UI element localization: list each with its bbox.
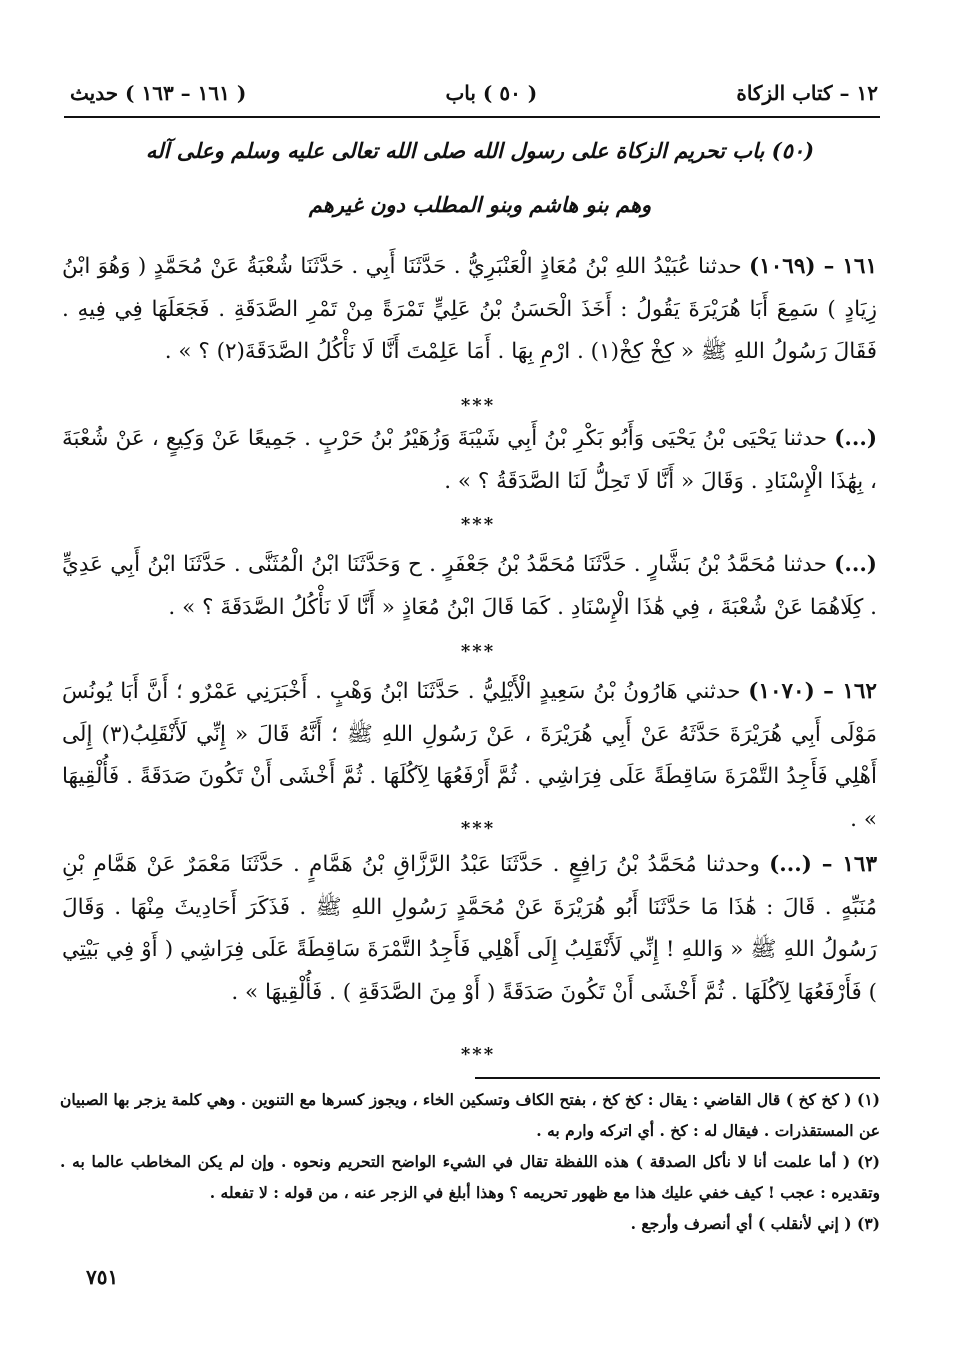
hadith-text: وحدثنا مُحَمَّدُ بْنُ رَافِعٍ . حَدَّثَنَا عَبْدُ الرَّزَّاقِ بْنُ هَمَّامٍ . حَدَّثَنَا مَعْمَرٌ عَنْ هَمَّامِ بْنِ مُنَبِّهٍ . قَالَ : هَٰذَا مَا حَدَّثَنَا أَبُو هُرَيْرَةَ عَنْ مُحَمَّدٍ رَسُولِ اللهِ ﷺ . فَذَكَرَ أَحَادِيثَ مِنْهَا . وَقَالَ رَسُولُ اللهِ ﷺ « وَاللهِ ! إِنِّي لَأَنْقَلِبُ إِلَى أَهْلِي فَأَجِدُ التَّمْرَةَ سَاقِطَةً عَلَى فِرَاشِي ( أَوْ فِي بَيْتِي ) فَأَرْفَعُهَا لِآكُلَهَا . ثُمَّ أَخْشَى أَنْ تَكُونَ صَدَقَةً ( أَوْ مِنَ الصَّدَقَةِ ) . فَأُلْقِيهَا » .	[62, 852, 877, 1005]
footnotes	[60, 1084, 880, 1239]
hadith-number: ١٦١ – (١٠٦٩)	[748, 254, 877, 279]
header-rule	[64, 116, 880, 118]
hadith-text: حدثنا عُبَيْدُ اللهِ بْنُ مُعَاذٍ الْعَنْبَرِيُّ . حَدَّثَنَا أَبِي . حَدَّثَنَا شُعْبَةُ عَنْ مُحَمَّدٍ ( وَهُوَ ابْنُ زِيَادٍ ) سَمِعَ أَبَا هُرَيْرَةَ يَقُولُ : أَخَذَ الْحَسَنُ بْنُ عَلِيٍّ تَمْرَةً مِنْ تَمْرِ الصَّدَقَةِ . فَجَعَلَهَا فِي فِيهِ . فَقَالَ رَسُولُ اللهِ ﷺ « كِخْ كِخْ(١) . ارْمِ بِهَا . أَمَا عَلِمْتَ أَنَّا لَا نَأْكُلُ الصَّدَقَةَ(٢) ؟ » .	[62, 254, 877, 364]
chapter-heading-line-2: وهم بنو هاشم وبنو المطلب دون غيرهم	[308, 192, 652, 217]
hadith-161-variant-1	[62, 418, 877, 503]
hadith-number: ١٦٣ – (...)	[769, 852, 877, 877]
hadith-163	[62, 844, 877, 1014]
hadith-text: حدثنا يَحْيَى بْنُ يَحْيَى وَأَبُو بَكْرِ بْنُ أَبِي شَيْبَةَ وَزُهَيْرُ بْنُ حَرْبٍ . جَمِيعًا عَنْ وَكِيعٍ ، عَنْ شُعْبَةَ ، بِهَٰذَا الْإِسْنَادِ . وَقَالَ « أَنَّا لَا تَحِلُّ لَنَا الصَّدَقَةُ ؟ » .	[62, 426, 877, 494]
separator-stars: ***	[460, 1044, 496, 1065]
hadith-text: حدثني هَارُونُ بْنُ سَعِيدٍ الْأَيْلِيُّ . حَدَّثَنَا ابْنُ وَهْبٍ . أَخْبَرَنِي عَمْرٌو ؛ أَنَّ أَبَا يُونُسَ مَوْلَى أَبِي هُرَيْرَةَ حَدَّثَهُ عَنْ أَبِي هُرَيْرَةَ ، عَنْ رَسُولِ اللهِ ﷺ ؛ أَنَّهُ قَالَ « إِنِّي لَأَنْقَلِبُ(٣) إِلَى أَهْلِي فَأَجِدُ التَّمْرَةَ سَاقِطَةً عَلَى فِرَاشِي . ثُمَّ أَرْفَعُهَا لِآكُلَهَا . ثُمَّ أَخْشَى أَنْ تَكُونَ صَدَقَةً . فَأُلْقِيهَا » .	[62, 679, 877, 832]
hadith-number: (...)	[834, 552, 877, 577]
header-book-title: ١٢ – كتاب الزكاة	[736, 81, 878, 105]
header-hadith-range: ( ١٦١ – ١٦٣ ) حديث	[70, 81, 247, 105]
header-chapter: ( ٥٠ ) باب	[445, 81, 538, 105]
footnote-1: (١) ( كخ كخ ) قال القاضي : يقال : كخ كخ ، بفتح الكاف وتسكين الخاء ، ويجوز كسرها مع التنوين . وهي كلمة يزجر بها الصبيان عن المستقذرات . فيقال له : كخ . أي اتركه وارم به .	[60, 1090, 880, 1140]
separator-stars: ***	[460, 395, 496, 416]
separator-stars: ***	[460, 818, 496, 839]
page-number: ٧٥١	[86, 1265, 119, 1289]
hadith-161-variant-2	[62, 544, 877, 629]
hadith-number: (...)	[834, 426, 877, 451]
chapter-heading-line-1: (٥٠) باب تحريم الزكاة على رسول الله صلى الله تعالى عليه وسلم وعلى آله	[145, 138, 815, 163]
running-header	[70, 76, 878, 110]
footnote-rule	[475, 1077, 880, 1079]
hadith-text: حدثنا مُحَمَّدُ بْنُ بَشَّارٍ . حَدَّثَنَا مُحَمَّدُ بْنُ جَعْفَرٍ . ح وَحَدَّثَنَا ابْنُ الْمُثَنَّى . حَدَّثَنَا ابْنُ أَبِي عَدِيٍّ . كِلَاهُمَا عَنْ شُعْبَةَ ، فِي هَٰذَا الْإِسْنَادِ . كَمَا قَالَ ابْنُ مُعَاذٍ « أَنَّا لَا نَأْكُلُ الصَّدَقَةَ ؟ » .	[62, 552, 877, 620]
footnote-3: (٣) ( إني لأنقلب ) أي أنصرف وأرجع .	[630, 1214, 880, 1233]
hadith-number: ١٦٢ – (١٠٧٠)	[748, 679, 877, 704]
hadith-161	[62, 246, 877, 374]
separator-stars: ***	[460, 514, 496, 535]
separator-stars: ***	[460, 641, 496, 662]
footnote-2: (٢) ( أما علمت أنا لا نأكل الصدقة ) هذه اللفظة تقال في الشيء الواضح التحريم ونحوه . وإن لم يكن المخاطب عالما به . وتقديره : عجب ! كيف خفي عليك هذا مع ظهور تحريمه ؟ وهذا أبلغ في الزجر عنه ، من قوله : لا تفعله .	[60, 1152, 880, 1202]
hadith-162	[62, 671, 877, 841]
